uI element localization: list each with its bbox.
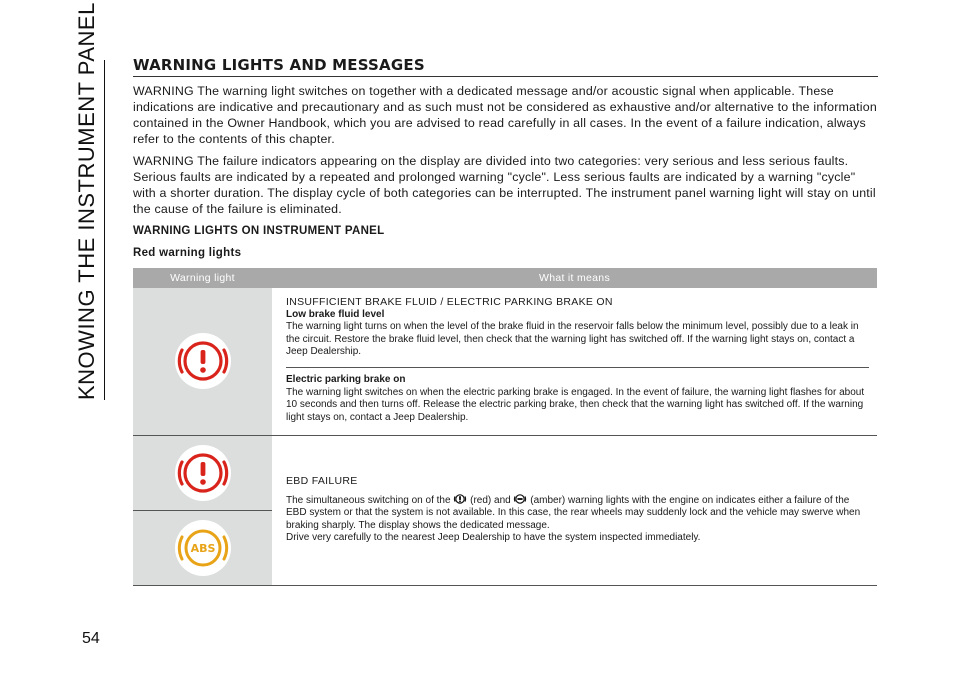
abs-warning-icon [513, 492, 527, 506]
table-row [133, 435, 877, 585]
brake-warning-icon [173, 443, 233, 503]
table-row [133, 288, 877, 435]
divider [286, 367, 869, 368]
section-title: Electric parking brake on [286, 373, 406, 385]
warning-paragraph-1: WARNING The warning light switches on together with a dedicated message and/or acoustic signal when applicable. These indications are indicative and precautionary and as such must not be considered as exhaustive and/or alternative to the information contained in the Owner Handbook, which you are advised to read carefully in all cases. In the event of a failure indication, always refer to the contents of this chapter. [133, 84, 877, 146]
abs-warning-icon [173, 518, 233, 578]
page-number: 54 [82, 630, 100, 647]
meaning-cell [272, 288, 877, 435]
column-header-meaning: What it means [272, 268, 877, 288]
row-heading: INSUFFICIENT BRAKE FLUID / ELECTRIC PARKING BRAKE ON [286, 296, 613, 308]
chapter-side-tab: KNOWING THE INSTRUMENT PANEL [74, 60, 105, 400]
page-title: WARNING LIGHTS AND MESSAGES [133, 56, 878, 77]
brake-warning-icon [173, 331, 233, 391]
warning-light-cell [133, 288, 272, 435]
section-heading: WARNING LIGHTS ON INSTRUMENT PANEL [133, 225, 385, 237]
ebd-text [286, 492, 869, 533]
subsection-heading: Red warning lights [133, 247, 242, 259]
abs-icon-label: ABS [190, 541, 215, 555]
ebd-text-part: (amber) warning lights with the engine on indicates either a failure of the EBD system or that the system is not available. In this case, the rear wheels may suddenly lock and the vehicle may swerve when braking sharply. The display shows the dedicated message. [286, 494, 861, 531]
row-heading: EBD FAILURE [286, 475, 358, 488]
meaning-cell [272, 435, 877, 585]
brake-warning-icon [453, 492, 467, 506]
warning-lights-table [133, 268, 877, 586]
section-title: Low brake fluid level [286, 308, 385, 320]
warning-paragraph-2: WARNING The failure indicators appearing on the display are divided into two categories: very serious and less serious faults. Serious faults are indicated by a repeated and prolonged warning "cycle". Less serious faults are indicated by a warning "cycle" with a shorter duration. The display cycle of both categories can be interrupted. The instrument panel warning light will stay on until the cause of the failure is eliminated. [133, 154, 876, 216]
section-text: The warning light switches on when the electric parking brake is engaged. In the event of failure, the warning light flashes for about 10 seconds and then turns off. Release the electric parking brake, then check that the warning light has switched off. If the warning light stays on, contact a Jeep Dealership. [286, 386, 865, 423]
warning-light-cell [133, 435, 272, 585]
ebd-text-part: The simultaneous switching on of the [286, 494, 451, 506]
main-content [133, 56, 878, 259]
ebd-text-advice: Drive very carefully to the nearest Jeep Dealership to have the system inspected immediately. [286, 532, 701, 544]
ebd-text-part: (red) and [470, 494, 511, 506]
table-header-row [133, 268, 877, 288]
column-header-warning-light: Warning light [133, 268, 272, 288]
section-text: The warning light turns on when the level of the brake fluid in the reservoir falls below the minimum level, possibly due to a leak in the circuit. Restore the brake fluid level, then check that the warning light has switched off. If the warning light stays on, contact a Jeep Dealership. [286, 321, 859, 358]
